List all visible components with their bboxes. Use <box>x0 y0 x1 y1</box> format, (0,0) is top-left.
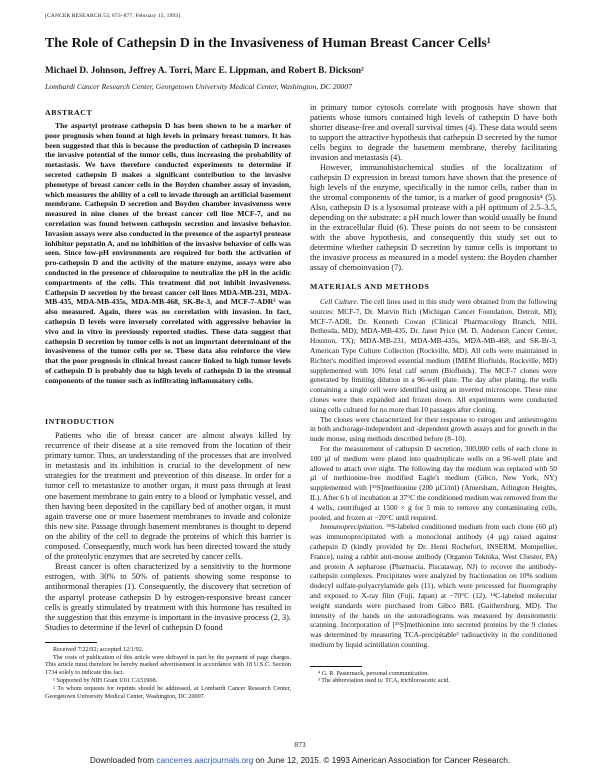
methods-paragraph-cell-culture <box>310 297 557 415</box>
cell-culture-subheading: Cell Culture. <box>320 297 359 306</box>
footnote-received-date: Received 7/22/92; accepted 12/1/92. <box>53 645 144 653</box>
footnote-1: ¹ Supported by NIH Grant U01 CA51908. <box>53 677 158 685</box>
footnotes-right <box>310 670 557 686</box>
methods-paragraph-clone-characterization <box>310 415 557 444</box>
footnotes-left <box>45 646 291 701</box>
abstract-section <box>45 108 291 386</box>
footnote-page-charges: The costs of publication of this article were defrayed in part by the payment of page charges. This article must therefore be hereby marked advertisement in accordance with 18 U.S.C. Section 1734 solely to indicate this fact. <box>45 653 291 677</box>
methods-paragraph-cathepsin-measurement <box>310 444 557 522</box>
journal-site-link[interactable]: cancerres.aacrjournals.org <box>156 756 254 765</box>
cell-culture-text: The cell lines used in this study were obtained from the following sources: MCF-7, Dr. Marvin Rich (Michigan Cancer Foundation, Detroit, MI); MCF-7-ADR, Dr. Kenneth Cowan (Clinical Pharmacology Branch, NIH, Bethesda, MD); MDA-MB-435, Dr. Janet Price (M. D. Anderson Cancer Center, Houston, TX); MDA-MB-231, MDA-MB-435s, MDA-MB-468, and SK-Br-3, American Type Culture Collection (Rockville, MD). All cells were maintained in Richter's modified improved essential medium (IMEM Biofluids, Rockville, MD) supplemented with 10% fetal calf serum (Biofluids). The MCF-7 clones were generated by limiting dilution in a 96-well plate. The day after plating, the wells containing a single cell were identified using an inverted microscope. These nine clones were then expanded and frozen down. All experiments were conducted using cells cultured for no more than 10 passages after cloning. <box>310 297 558 414</box>
abstract-heading: ABSTRACT <box>45 108 93 117</box>
footnote-4: ⁴ G. R. Pasternack, personal communication. <box>318 669 429 677</box>
footnote-2: ² To whom requests for reprints should be addressed, at Lombardi Cancer Research Center, Georgetown University Medical Center, Washington, DC 20007. <box>45 684 291 700</box>
methods-heading: MATERIALS AND METHODS <box>310 282 430 291</box>
immunoprecipitation-subheading: Immunoprecipitation. <box>320 522 384 532</box>
introduction-paragraph: Patients who die of breast cancer are almost always killed by recurrence of their disease at a site removed from the location of their primary tumor. Thus, an understanding of the processes that are involved in metastasis and its inhibition is crucial to the development of new strategies for the treatment and prevention of this disease. In order for a tumor cell to metastasize to another organ, it must pass through at least one basement membrane to gain entry to a blood or lymphatic vessel, and then having been deposited in the capillary bed of another organ, it must again traverse one or more basement membranes to invade and colonize this new site. Passage through basement membranes is thought to depend on the ability of the cell to degrade the proteins of which this barrier is composed. Consequently, much work has been directed toward the study of the proteolytic enzymes that are secreted by cancer cells. <box>45 431 291 562</box>
introduction-section <box>45 417 291 700</box>
introduction-paragraph: However, immunohistochemical studies of the localization of cathepsin D expression in breast tumors have shown that the presence of high levels of the enzyme, specifically in the tumor cells, rather than in the stromal components of the tumor, is a marker of good prognosis⁴ (5). Also, cathepsin D is a lysosomal protease with a pH optimum of 2.5–3.5, depending on the substrate: a pH much lower than would usually be found in the extracellular fluid (6). These points do not seem to be consistent with the above hypothesis, and consequently this study set out to determine whether cathepsin D secretion by tumor cells is important to the invasive process as measured in a model system: the Boyden chamber assay of chemoinvasion (7). <box>310 163 558 272</box>
running-header: [CANCER RESEARCH 53, 873–877, February 15, 1993] <box>45 13 181 19</box>
introduction-paragraph: Breast cancer is often characterized by a sensitivity to the hormone estrogen, with 30% to 50% of patients showing some response to antihormonal therapies (1). Consequently, the discovery that secretion of the aspartyl protease cathepsin D by estrogen-responsive breast cancer cells is greatly stimulated by treatment with this hormone has resulted in the suggestion that this enzyme is important in the invasive process (2, 3). Studies to determine if the level of cathepsin D found <box>45 562 291 632</box>
footnote-divider <box>45 642 97 643</box>
right-column <box>310 103 557 685</box>
article-title: The Role of Cathepsin D in the Invasiveness of Human Breast Cancer Cells¹ <box>45 35 491 50</box>
abstract-text: The aspartyl protease cathepsin D has been shown to be a marker of poor prognosis when found at high levels in primary breast tumors. It has been suggested that this is because the production of cathepsin D increases the invasive potential of the tumor cells, thus increasing the probability of metastasis. We have therefore conducted experiments to determine if secreted cathepsin D makes a significant contribution to the invasive phenotype of breast cancer cells in the Boyden chamber assay of invasion, which measures the ability of a cell to invade through an artificial basement membrane. Cathepsin D secretion and Boyden chamber invasiveness were measured in nine clones of the breast cancer cell line MCF-7, and no correlation was found between cathepsin secretion and invasive behavior. Invasion assays were also conducted in the presence of the aspartyl protease inhibitor pepstatin A, and no inhibition of the invasive behavior of cells was seen. Since low-pH environments are required for both the activation of pro-cathepsin D and the activity of the mature enzyme, assays were also conducted in the presence of chloroquine to neutralize the pH in the acidic compartments of the cells. This treatment did not inhibit invasiveness. Cathepsin D secretion by the breast cancer cell lines MDA-MB-231, MDA-MB-435, MDA-MB-435s, MDA-MB-468, SK-Br-3, and MCF-7-ADR³ was also measured. Again, there was no correlation with invasion. In fact, cathepsin D levels were inversely correlated with aggressive behavior in vivo and in vitro in previously reported studies. These data suggest that cathepsin D secretion by tumor cells is not an important determinant of the invasiveness of the tumor cells per se. These data also reinforce the view that the poor prognosis in clinical breast cancer linked to high tumor levels of cathepsin D is probably due to high levels of cathepsin D in the stromal components of the tumor such as infiltrating inflammatory cells. <box>45 121 291 385</box>
download-notice-suffix: on June 12, 2015. © 1993 American Association for Cancer Research. <box>253 756 511 765</box>
cathepsin-measurement-text: For the measurement of cathepsin D secretion, 300,000 cells of each clone in 100 µl of medium were plated into quadruplicate wells on a 96-well plate and allowed to attach over night. The following day the medium was replaced with 50 µl of methionine-free modified Eagle's medium (Gibco, New York, NY) supplemented with [³⁵S]methionine (200 µCi/ml) (Amersham, Arlington Heights, IL). After 6 h of incubation at 37°C the conditioned medium was removed from the 4 wells, centrifuged at 1500 × g for 5 min to remove any contaminating cells, pooled, and frozen at −20°C until required. <box>310 443 557 522</box>
introduction-heading: INTRODUCTION <box>45 417 115 426</box>
download-notice <box>0 756 600 765</box>
download-notice-prefix: Downloaded from <box>89 756 157 765</box>
author-list: Michael D. Johnson, Jeffrey A. Torri, Marc E. Lippman, and Robert B. Dickson² <box>45 66 364 76</box>
introduction-continued-paragraph: in primary tumor cytosols correlate with prognosis have shown that patients whose tumors contained high levels of cathepsin D have both shorter disease-free and overall survival times (4). These data would seem to support the attractive hypothesis that cathepsin D secreted by the tumor cells begins to degrade the basement membrane, thereby facilitating invasion and metastasis (4). <box>310 103 557 162</box>
clone-characterization-text: The clones were characterized for their response to estrogen and antiestrogens in both anchorage-independent and -dependent growth assays and for growth in the nude mouse, using methods described before (8–10). <box>310 414 557 444</box>
immunoprecipitation-text: ³⁵S-labeled conditioned medium from each clone (60 µl) was immunoprecipitated with a monoclonal antibody (4 µg) raised against cathepsin D (kindly provided by Dr. Henri Rochefort, INSERM, Montpellier, France), using a rabbit anti-mouse antibody (Organon Teknika, West Chester, PA) and protein A sepharose (Pharmacia, Piscataway, NJ) to recover the antibody-cathepsin complexes. Precipitates were analyzed by fractionation on 10% sodium dodecyl sulfate-polyacrylamide gels (11), which were processed for fluorography and exposed to X-ray film (Fuji, Japan) at −70°C (12). ¹⁴C-labeled molecular weight standards were purchased from Gibco BRL (Gaithersburg, MD). The intensity of the bands on the autoradiograms was measured by densitometric scanning. Incorporation of [³⁵S]methionine into secreted proteins by the 9 clones was determined by measuring TCA-precipitable³ radioactivity in the conditioned medium by liquid scintillation counting. <box>310 522 557 649</box>
author-affiliation: Lombardi Cancer Research Center, Georgetown University Medical Center, Washington, DC 20007 <box>45 82 352 91</box>
page-number: 873 <box>294 740 306 749</box>
footnote-divider <box>310 666 362 667</box>
methods-paragraph-immunoprecipitation <box>310 522 557 649</box>
footnote-3: ³ The abbreviation used is: TCA, trichloroacetic acid. <box>318 677 450 685</box>
